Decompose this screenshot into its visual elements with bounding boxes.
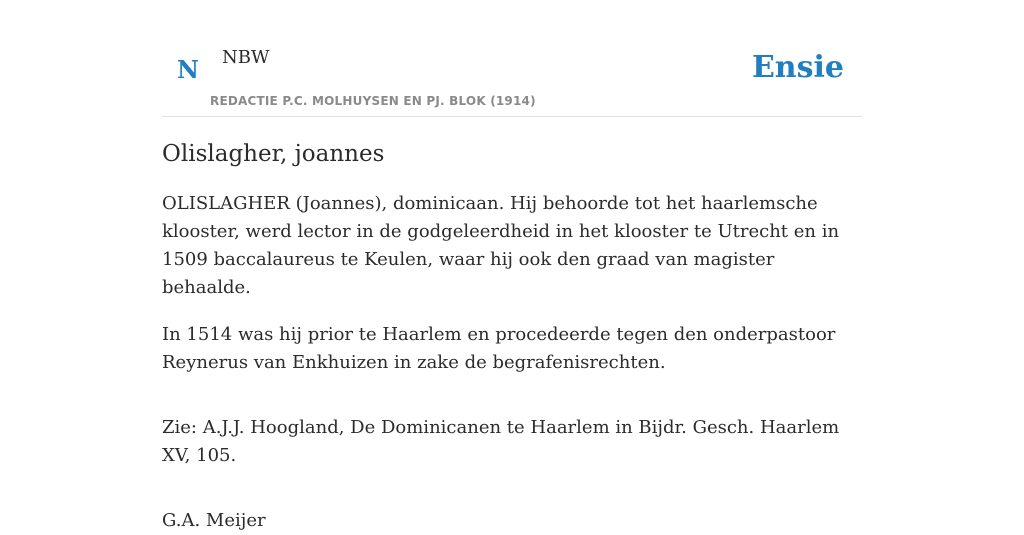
article: [162, 136, 862, 535]
article-reference: Zie: A.J.J. Hoogland, De Dominicanen te Haarlem in Bijdr. Gesch. Haarlem XV, 105.: [162, 417, 840, 466]
ensie-logo-link[interactable]: Ensie: [751, 50, 844, 85]
header: [162, 0, 862, 117]
article-paragraph-1: OLISLAGHER (Joannes), dominicaan. Hij behoorde tot het haarlemsche klooster, werd lector in de godgeleerdheid in het klooster te Utrecht en in 1509 baccalaureus te Keulen, waar hij ook den graad van magister behaalde.: [162, 193, 840, 298]
source-logo[interactable]: N: [177, 55, 199, 84]
article-author: G.A. Meijer: [162, 510, 266, 531]
article-title: Olislagher, joannes: [162, 141, 385, 167]
source-name[interactable]: NBW: [222, 47, 270, 68]
source-subtitle: REDACTIE P.C. MOLHUYSEN EN PJ. BLOK (1914): [210, 94, 536, 108]
article-paragraph-2: In 1514 was hij prior te Haarlem en procedeerde tegen den onderpastoor Reynerus van Enkhuizen in zake de begrafenisrechten.: [162, 324, 836, 373]
